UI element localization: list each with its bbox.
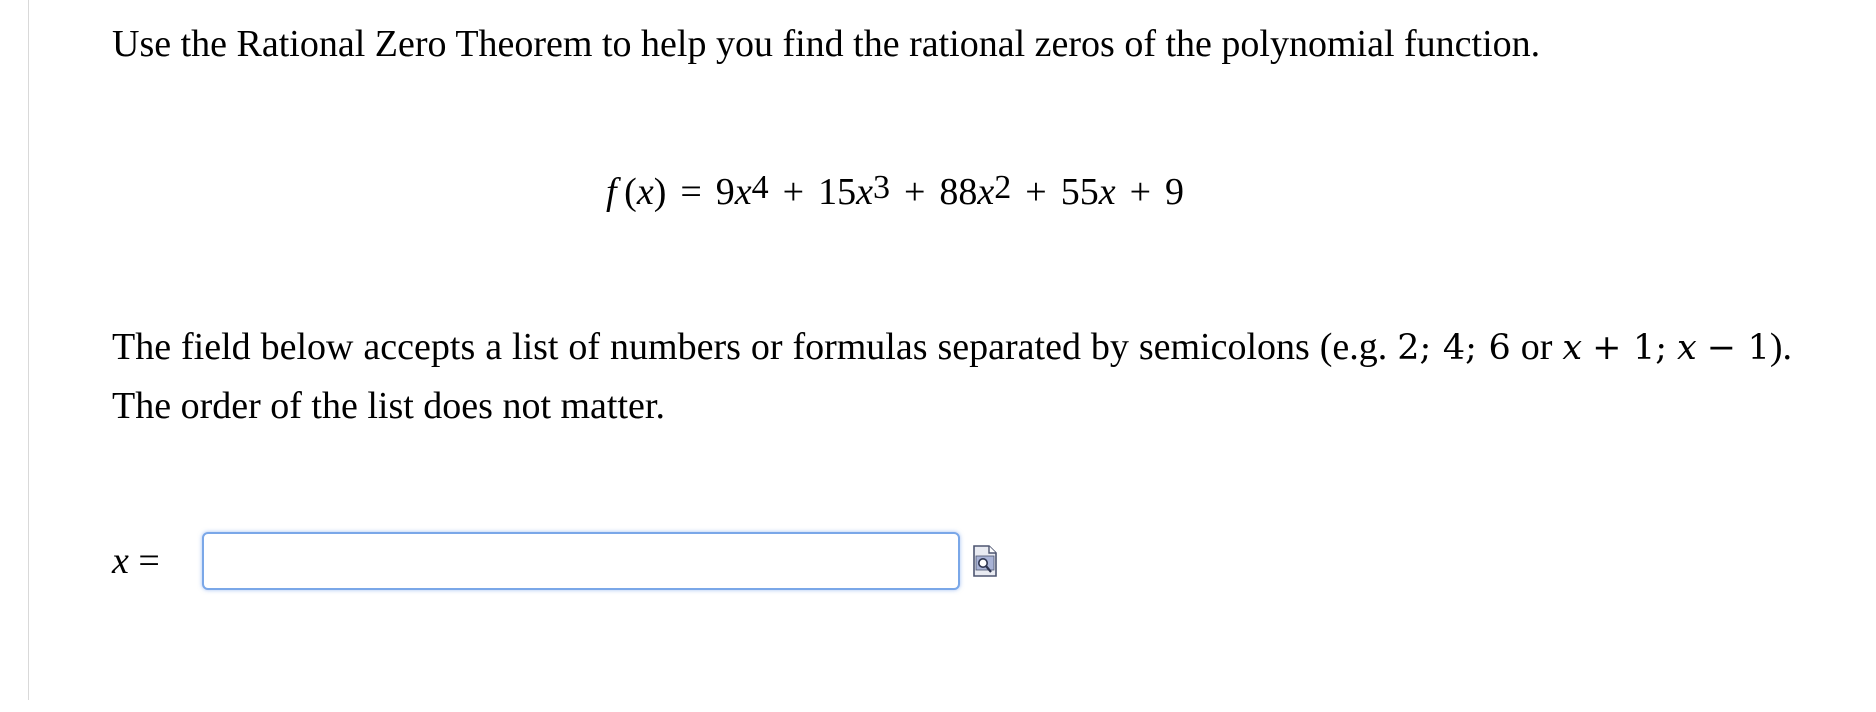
example-formula-rest-a: + 1; (1592, 328, 1668, 368)
function-name: f (606, 171, 617, 213)
plus-2: + (903, 171, 926, 213)
answer-row (112, 532, 998, 590)
example-formula-rest-b: − 1 (1706, 328, 1770, 368)
coef-2: 15 (818, 171, 857, 213)
example-numbers: 2; 4; 6 (1397, 328, 1511, 368)
coef-3: 88 (939, 171, 978, 213)
instructions-text-3: ). The order of the list does not matter. (112, 326, 1793, 427)
equals-sign: = (680, 171, 702, 213)
var-2: x (856, 171, 873, 213)
question-prompt: Use the Rational Zero Theorem to help you find the rational zeros of the polynomial function. (112, 23, 1541, 65)
instructions-text-2: or (1520, 326, 1553, 368)
answer-input[interactable] (202, 532, 960, 590)
constant: 9 (1165, 171, 1185, 213)
var-4: x (1098, 171, 1116, 213)
plus-3: + (1025, 171, 1047, 213)
preview-document-icon[interactable] (972, 544, 998, 578)
coef-1: 9 (715, 171, 735, 213)
left-border (28, 0, 29, 700)
answer-label-var: x (112, 540, 129, 582)
preview-document-icon-svg (972, 544, 998, 578)
polynomial-equation: f ( x ) = 9 x $^4$ + 15 x $^3$ + 88 x $^2$ + 55 x + 9 (606, 169, 1185, 213)
instructions-text-1: The field below accepts a list of numbers or formulas separated by semicolons (e.g. (112, 326, 1388, 368)
plus-4: + (1129, 171, 1152, 213)
answer-label-eq: = (138, 540, 160, 582)
function-variable: x (636, 171, 654, 213)
answer-label (112, 539, 202, 583)
var-3: x (977, 171, 995, 213)
example-formula-var-a: x (1562, 328, 1583, 368)
question-content (112, 18, 1793, 582)
plus-1: + (782, 171, 805, 213)
var-1: x (734, 171, 752, 213)
coef-4: 55 (1060, 171, 1099, 213)
answer-instructions (112, 318, 1792, 435)
example-formula-var-b: x (1676, 328, 1697, 368)
